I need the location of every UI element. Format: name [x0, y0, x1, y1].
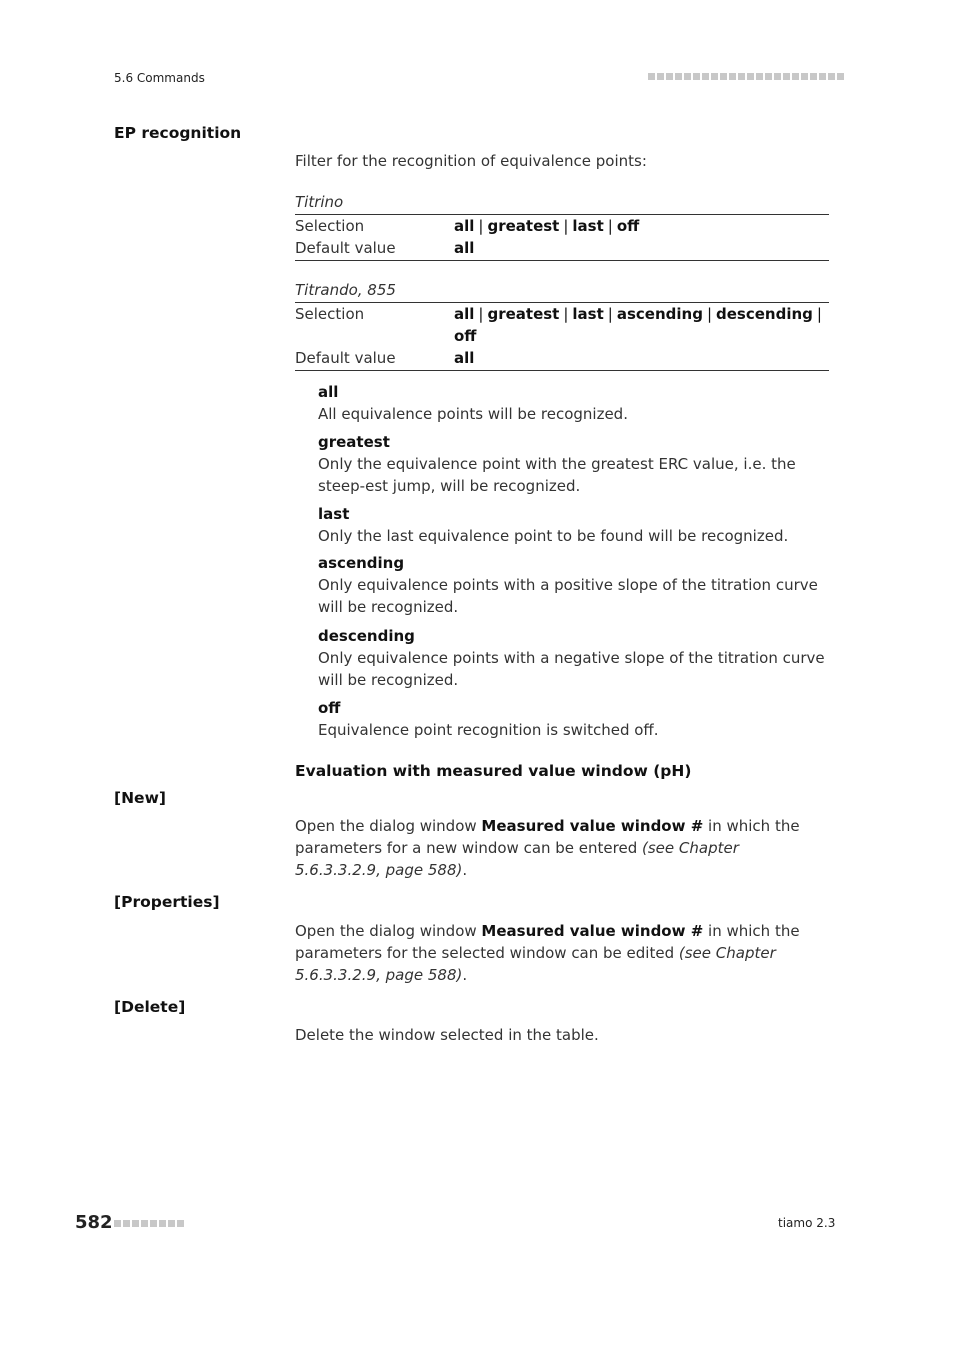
delete-description: Delete the window selected in the table.: [295, 1026, 599, 1044]
table-caption: Titrando, 855: [295, 279, 829, 303]
header-decoration: [648, 73, 844, 80]
option-name: last: [318, 505, 350, 523]
default-label: Default value: [295, 239, 396, 257]
option-description: Equivalence point recognition is switched off.: [318, 721, 659, 739]
footer-decoration: [114, 1220, 184, 1227]
option-ascending: [318, 552, 830, 618]
option-name: descending: [318, 627, 415, 645]
option-description: Only the equivalence point with the greatest ERC value, i.e. the steep-est jump, will be recognized.: [318, 455, 796, 495]
option-description: Only the last equivalence point to be found will be recognized.: [318, 527, 789, 545]
term-delete-button: [Delete]: [114, 998, 186, 1016]
option-name: off: [318, 699, 341, 717]
table-titrando-855: [295, 279, 829, 371]
footer-product: tiamo 2.3: [778, 1216, 836, 1230]
table-caption: Titrino: [295, 191, 829, 215]
running-header-section: 5.6 Commands: [114, 71, 205, 85]
option-off: [318, 697, 830, 741]
table-row: [295, 237, 829, 261]
cross-reference-link[interactable]: (see Chapter 5.6.3.3.2.9, page 588): [295, 839, 739, 879]
cross-reference-link[interactable]: (see Chapter 5.6.3.3.2.9, page 588): [295, 944, 776, 984]
selection-label: Selection: [295, 217, 365, 235]
term-new-button: [New]: [114, 789, 166, 807]
option-description: Only equivalence points with a positive slope of the titration curve will be recognized.: [318, 576, 818, 616]
table-row: [295, 215, 829, 237]
properties-description: Open the dialog window Measured value window # in which the parameters for the selected window can be edited (see Chapter 5.6.3.3.2.9, page 588).: [295, 922, 800, 984]
table-row: [295, 347, 829, 371]
selection-values: all | greatest | last | off: [454, 217, 640, 235]
option-all: [318, 381, 830, 425]
ep-recognition-intro: Filter for the recognition of equivalence points:: [295, 152, 647, 170]
default-label: Default value: [295, 349, 396, 367]
option-greatest: [318, 431, 830, 497]
term-ep-recognition: EP recognition: [114, 124, 242, 142]
option-name: all: [318, 383, 339, 401]
section-subheading: Evaluation with measured value window (pH): [295, 762, 692, 780]
option-name: greatest: [318, 433, 390, 451]
term-properties-button: [Properties]: [114, 893, 220, 911]
default-value: all: [454, 239, 475, 257]
table-titrino: [295, 191, 829, 261]
table-row: [295, 303, 829, 347]
option-description: Only equivalence points with a negative slope of the titration curve will be recognized.: [318, 649, 825, 689]
page-number: 582: [75, 1212, 113, 1233]
option-descending: [318, 625, 830, 691]
selection-label: Selection: [295, 305, 365, 323]
new-description: Open the dialog window Measured value window # in which the parameters for a new window can be entered (see Chapter 5.6.3.3.2.9, page 588).: [295, 817, 800, 879]
default-value: all: [454, 349, 475, 367]
option-name: ascending: [318, 554, 405, 572]
selection-values: all | greatest | last | ascending | descending | off: [454, 305, 822, 345]
option-last: [318, 503, 830, 547]
option-description: All equivalence points will be recognized.: [318, 405, 628, 423]
